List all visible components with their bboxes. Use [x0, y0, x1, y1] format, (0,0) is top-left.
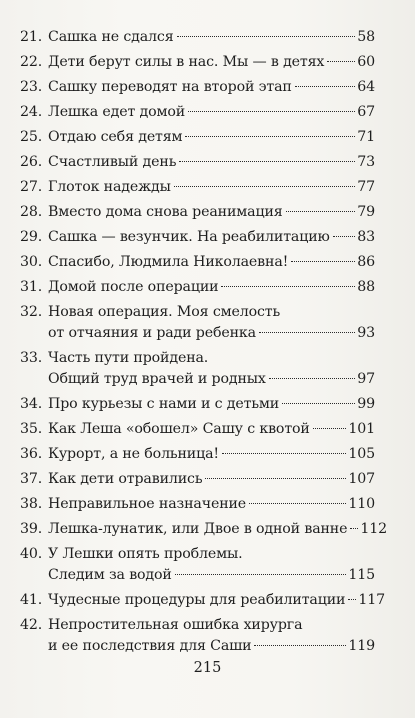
dot-leader	[295, 86, 356, 87]
toc-entry-page: 64	[357, 79, 375, 95]
toc-entry-title: от отчаяния и ради ребенка	[48, 325, 256, 341]
toc-entry-number: 35.	[20, 421, 43, 437]
toc-entry-title: Курорт, а не больница!	[48, 446, 219, 462]
toc-entry-number: 25.	[20, 129, 43, 145]
dot-leader	[327, 61, 355, 62]
toc-entry-title: Глоток надежды	[48, 179, 171, 195]
dot-leader	[350, 528, 358, 529]
toc-entry-number: 39.	[20, 521, 43, 537]
toc-entry-title: Как Леша «обошел» Сашу с квотой	[48, 421, 310, 437]
toc-entry-title: Спасибо, Людмила Николаевна!	[48, 254, 289, 270]
toc-entry-page: 101	[348, 421, 375, 437]
toc-entry-title: Неправильное назначение	[48, 496, 247, 512]
toc-entry-number: 32.	[20, 304, 43, 320]
toc-entry	[20, 519, 387, 540]
toc-entry-title: Вместо дома снова реанимация	[48, 204, 283, 220]
toc-entry	[20, 277, 375, 298]
toc-entry-page: 79	[357, 204, 375, 220]
toc-entry-title: Сашка не сдался	[48, 29, 174, 45]
dot-leader	[175, 574, 347, 575]
toc-entry-page: 105	[348, 446, 375, 462]
toc-entry-number: 28.	[20, 204, 43, 220]
toc-entry-number: 27.	[20, 179, 43, 195]
toc-entry-number: 38.	[20, 496, 43, 512]
toc-entry-title: Часть пути пройдена.	[48, 350, 209, 366]
toc-entry	[20, 52, 375, 73]
dot-leader	[282, 403, 355, 404]
toc-entry	[20, 177, 375, 198]
dot-leader	[177, 36, 356, 37]
dot-leader	[333, 236, 356, 237]
toc-entry-title: Сашку переводят на второй этап	[48, 79, 292, 95]
dot-leader	[222, 453, 346, 454]
dot-leader	[313, 428, 347, 429]
dot-leader	[269, 378, 355, 379]
toc-entry-number: 31.	[20, 279, 43, 295]
toc-entry	[20, 102, 375, 123]
toc-entry-title: У Лешки опять проблемы.	[48, 546, 243, 562]
dot-leader	[221, 286, 355, 287]
toc-entry-title: Общий труд врачей и родных	[48, 371, 266, 387]
toc-entry-title: Домой после операции	[48, 279, 219, 295]
toc-entry-page: 86	[357, 254, 375, 270]
toc-entry-page: 60	[357, 54, 375, 70]
toc-entry	[20, 419, 375, 440]
toc-entry-title: Про курьезы с нами и с детьми	[48, 396, 280, 412]
toc-entry	[20, 544, 375, 586]
dot-leader	[179, 161, 355, 162]
dot-leader	[254, 645, 346, 646]
toc-entry-page: 77	[357, 179, 375, 195]
toc-entry-title: Лешка едет домой	[48, 104, 186, 120]
toc-entry-number: 33.	[20, 350, 43, 366]
dot-leader	[185, 136, 355, 137]
table-of-contents	[20, 27, 387, 661]
toc-entry-page: 115	[348, 567, 375, 583]
dot-leader	[188, 111, 355, 112]
toc-entry-title: Чудесные процедуры для реабилитации	[48, 592, 346, 608]
toc-entry	[20, 227, 375, 248]
toc-entry-page: 119	[348, 638, 375, 654]
toc-entry	[20, 590, 385, 611]
toc-entry-number: 42.	[20, 617, 43, 633]
toc-entry-number: 23.	[20, 79, 43, 95]
dot-leader	[174, 186, 355, 187]
toc-entry	[20, 252, 375, 273]
toc-entry-title: Как дети отравились	[48, 471, 203, 487]
toc-entry-page: 88	[357, 279, 375, 295]
page-number: 215	[193, 660, 222, 676]
toc-entry	[20, 77, 375, 98]
toc-entry-page: 107	[348, 471, 375, 487]
toc-entry-page: 58	[357, 29, 375, 45]
toc-entry-number: 26.	[20, 154, 43, 170]
toc-entry-page: 112	[360, 521, 387, 537]
toc-entry-number: 29.	[20, 229, 43, 245]
toc-entry-number: 22.	[20, 54, 43, 70]
toc-entry	[20, 494, 375, 515]
toc-entry-title: Новая операция. Моя смелость	[48, 304, 281, 320]
toc-entry	[20, 127, 375, 148]
dot-leader	[286, 211, 356, 212]
toc-entry	[20, 469, 375, 490]
toc-entry	[20, 302, 375, 344]
toc-entry-page: 110	[348, 496, 375, 512]
toc-entry-page: 73	[357, 154, 375, 170]
toc-entry-title: Непростительная ошибка хирурга	[48, 617, 303, 633]
toc-entry	[20, 202, 375, 223]
toc-entry-number: 40.	[20, 546, 43, 562]
toc-entry-page: 83	[357, 229, 375, 245]
toc-entry	[20, 348, 375, 390]
toc-entry-page: 117	[358, 592, 385, 608]
toc-entry-title: Следим за водой	[48, 567, 172, 583]
toc-entry-number: 30.	[20, 254, 43, 270]
toc-entry-number: 21.	[20, 29, 43, 45]
toc-entry-number: 41.	[20, 592, 43, 608]
dot-leader	[259, 332, 355, 333]
toc-entry-number: 36.	[20, 446, 43, 462]
toc-entry-page: 67	[357, 104, 375, 120]
toc-entry-title: Счастливый день	[48, 154, 177, 170]
toc-entry	[20, 152, 375, 173]
dot-leader	[348, 599, 356, 600]
toc-entry-page: 71	[357, 129, 375, 145]
toc-entry-title: Дети берут силы в нас. Мы — в детях	[48, 54, 325, 70]
toc-entry-page: 97	[357, 371, 375, 387]
toc-entry-number: 24.	[20, 104, 43, 120]
toc-entry-page: 93	[357, 325, 375, 341]
toc-entry	[20, 615, 375, 657]
dot-leader	[205, 478, 346, 479]
toc-entry-title: Сашка — везунчик. На реабилитацию	[48, 229, 330, 245]
dot-leader	[291, 261, 355, 262]
toc-entry	[20, 444, 375, 465]
dot-leader	[249, 503, 346, 504]
toc-entry-page: 99	[357, 396, 375, 412]
toc-entry-title: и ее последствия для Саши	[48, 638, 252, 654]
toc-entry	[20, 394, 375, 415]
toc-entry-number: 34.	[20, 396, 43, 412]
toc-entry-title: Отдаю себя детям	[48, 129, 183, 145]
toc-entry-number: 37.	[20, 471, 43, 487]
toc-entry	[20, 27, 375, 48]
toc-entry-title: Лешка-лунатик, или Двое в одной ванне	[48, 521, 348, 537]
